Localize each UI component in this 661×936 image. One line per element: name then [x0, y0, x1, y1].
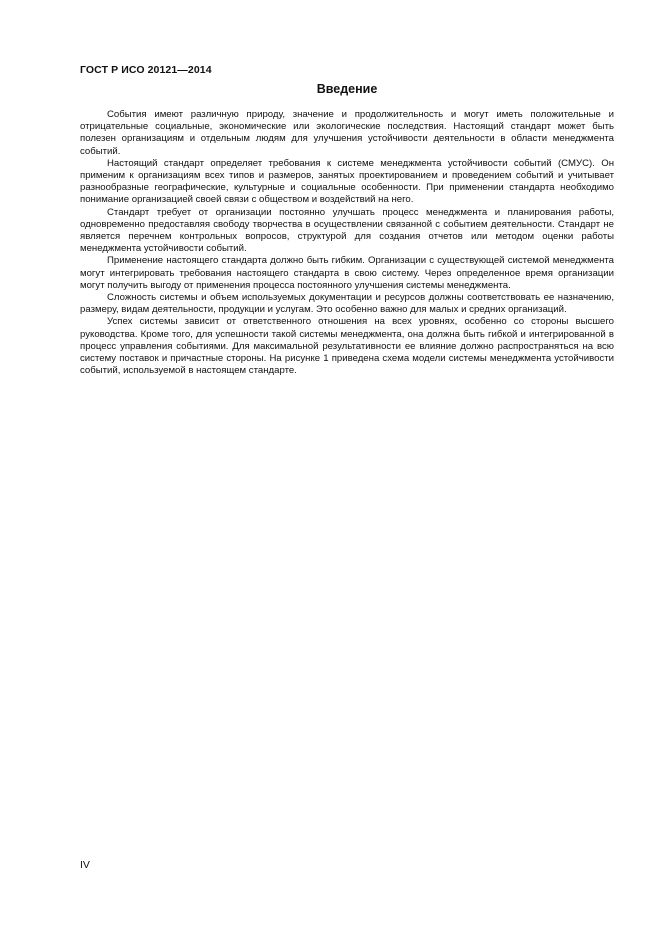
paragraph: Успех системы зависит от ответственного отношения на всех уровнях, особенно со стороны высшего руководства. Кроме того, для успешности такой системы менеджмента, она должна быть гибкой и интегрированной в процесс управления событиями. Для максимальной результативности ее влияние должно распространяться на всю систему поставок и причастные стороны. На рисунке 1 приведена схема модели системы менеджмента устойчивости событий, используемой в настоящем стандарте. — [80, 316, 614, 377]
paragraph: Настоящий стандарт определяет требования к системе менеджмента устойчивости событий (СМУС). Он применим к организациям всех типов и размеров, занятых проектированием и проведением событий и учитывает разнообразные географические, культурные и социальные особенности. При применении стандарта необходимо понимание организацией своей связи с обществом и воздействий на него. — [80, 157, 614, 206]
paragraph: Применение настоящего стандарта должно быть гибким. Организации с существующей системой менеджмента могут интегрировать требования настоящего стандарта в свою систему. Через определенное время организации могут получить выгоду от применения процесса постоянного улучшения системы менеджмента. — [80, 255, 614, 291]
paragraph: Сложность системы и объем используемых документации и ресурсов должны соответствовать ее назначению, размеру, видам деятельности, продукции и услугам. Это особенно важно для малых и средних организаций. — [80, 292, 614, 316]
section-title: Введение — [316, 82, 378, 96]
paragraph: Стандарт требует от организации постоянно улучшать процесс менеджмента и планирования работы, одновременно предоставляя свободу творчества в осуществлении связанной с событием деятельности. Стандарт не является перечнем контрольных вопросов, структурой для создания отчетов или методом оценки работы менеджмента устойчивости событий. — [80, 206, 614, 255]
document-header: ГОСТ Р ИСО 20121—2014 — [80, 64, 212, 76]
paragraph: События имеют различную природу, значение и продолжительность и могут иметь положительные и отрицательные социальные, экономические или экологические последствия. Настоящий стандарт может быть полезен организациям и отдельным людям для улучшения устойчивости деятельности в области менеджмента событий. — [80, 109, 614, 157]
page-number: IV — [80, 859, 90, 871]
body-text — [80, 109, 614, 377]
